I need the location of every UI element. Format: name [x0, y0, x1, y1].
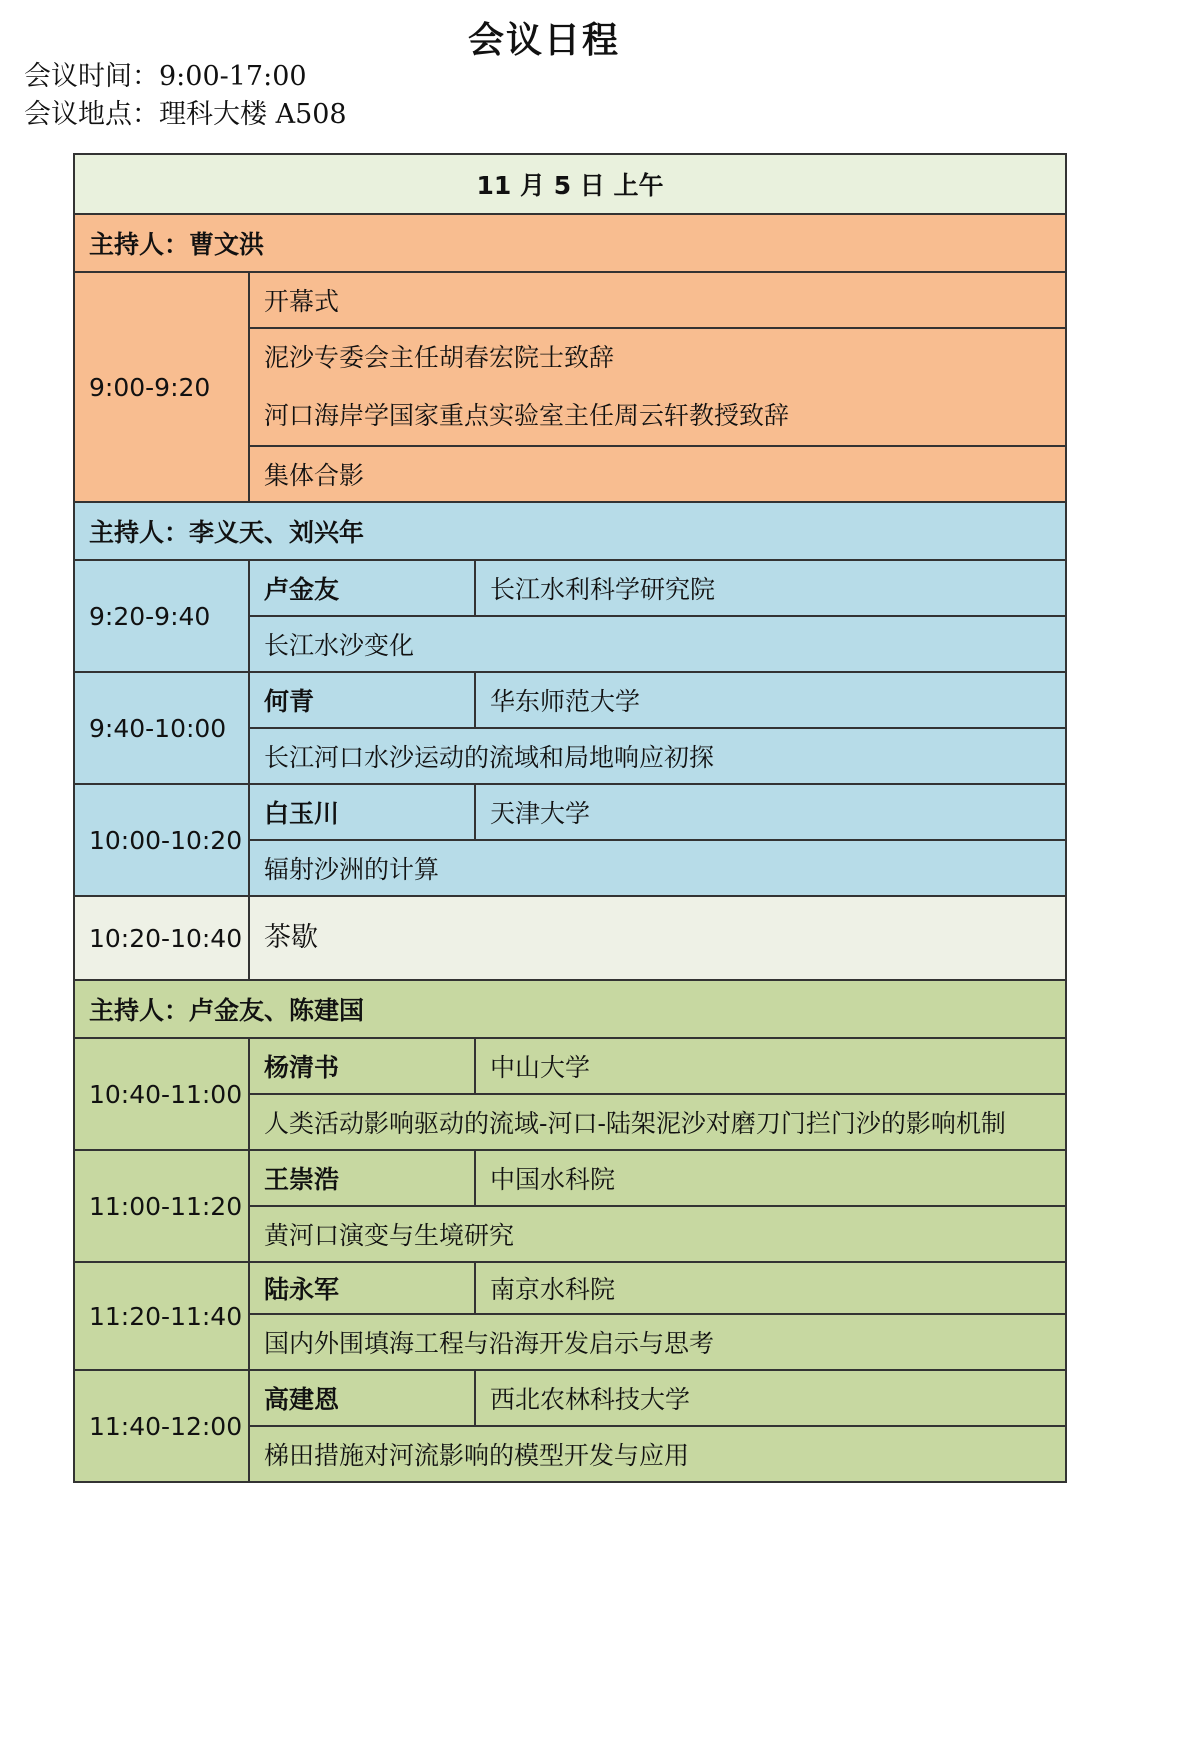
talk-time: 11:40-12:00 — [74, 1370, 249, 1482]
table-row — [74, 560, 1066, 616]
agenda-item-group — [249, 328, 1066, 446]
speaker-name: 陆永军 — [249, 1262, 475, 1314]
agenda-item: 河口海岸学国家重点实验室主任周云轩教授致辞 — [264, 401, 790, 430]
speaker-org: 天津大学 — [475, 784, 1066, 840]
speaker-name: 卢金友 — [249, 560, 475, 616]
talk-time: 11:00-11:20 — [74, 1150, 249, 1262]
table-row — [74, 784, 1066, 840]
speaker-org: 中山大学 — [475, 1038, 1066, 1094]
table-row — [74, 1370, 1066, 1426]
speaker-name: 何青 — [249, 672, 475, 728]
talk-time: 11:20-11:40 — [74, 1262, 249, 1370]
talk-topic: 国内外围填海工程与沿海开发启示与思考 — [249, 1314, 1066, 1370]
talk-time: 9:40-10:00 — [74, 672, 249, 784]
table-row — [74, 896, 1066, 980]
agenda-item: 泥沙专委会主任胡春宏院士致辞 — [264, 343, 615, 372]
talk-topic: 梯田措施对河流影响的模型开发与应用 — [249, 1426, 1066, 1482]
talk-time: 10:40-11:00 — [74, 1038, 249, 1150]
table-row — [74, 1150, 1066, 1206]
talk-topic: 辐射沙洲的计算 — [249, 840, 1066, 896]
talk-topic: 人类活动影响驱动的流域-河口-陆架泥沙对磨刀门拦门沙的影响机制 — [249, 1094, 1066, 1150]
speaker-name: 王崇浩 — [249, 1150, 475, 1206]
day-header: 11 月 5 日 上午 — [74, 154, 1066, 214]
table-row — [74, 1038, 1066, 1094]
talk-topic: 长江河口水沙运动的流域和局地响应初探 — [249, 728, 1066, 784]
speaker-name: 杨清书 — [249, 1038, 475, 1094]
break-label: 茶歇 — [249, 896, 1066, 980]
session1-time: 9:00-9:20 — [74, 272, 249, 502]
break-time: 10:20-10:40 — [74, 896, 249, 980]
speaker-name: 白玉川 — [249, 784, 475, 840]
speaker-org: 华东师范大学 — [475, 672, 1066, 728]
session2-host: 主持人：李义天、刘兴年 — [74, 502, 1066, 560]
speaker-name: 高建恩 — [249, 1370, 475, 1426]
session-host-row — [74, 980, 1066, 1038]
session-host-row — [74, 502, 1066, 560]
talk-topic: 长江水沙变化 — [249, 616, 1066, 672]
session3-host: 主持人：卢金友、陈建国 — [74, 980, 1066, 1038]
page-title: 会议日程 — [467, 20, 620, 61]
agenda-item: 集体合影 — [249, 446, 1066, 502]
talk-topic: 黄河口演变与生境研究 — [249, 1206, 1066, 1262]
talk-time: 9:20-9:40 — [74, 560, 249, 672]
speaker-org: 长江水利科学研究院 — [475, 560, 1066, 616]
meeting-time: 会议时间：9:00-17:00 — [24, 61, 307, 92]
talk-time: 10:00-10:20 — [74, 784, 249, 896]
agenda-item: 开幕式 — [249, 272, 1066, 328]
session-host-row — [74, 214, 1066, 272]
meeting-place: 会议地点：理科大楼 A508 — [24, 99, 347, 130]
speaker-org: 中国水科院 — [475, 1150, 1066, 1206]
schedule-table — [73, 153, 1067, 1483]
table-row — [74, 1262, 1066, 1314]
table-row — [74, 272, 1066, 328]
speaker-org: 南京水科院 — [475, 1262, 1066, 1314]
session1-host: 主持人：曹文洪 — [74, 214, 1066, 272]
speaker-org: 西北农林科技大学 — [475, 1370, 1066, 1426]
day-header-row — [74, 154, 1066, 214]
table-row — [74, 672, 1066, 728]
